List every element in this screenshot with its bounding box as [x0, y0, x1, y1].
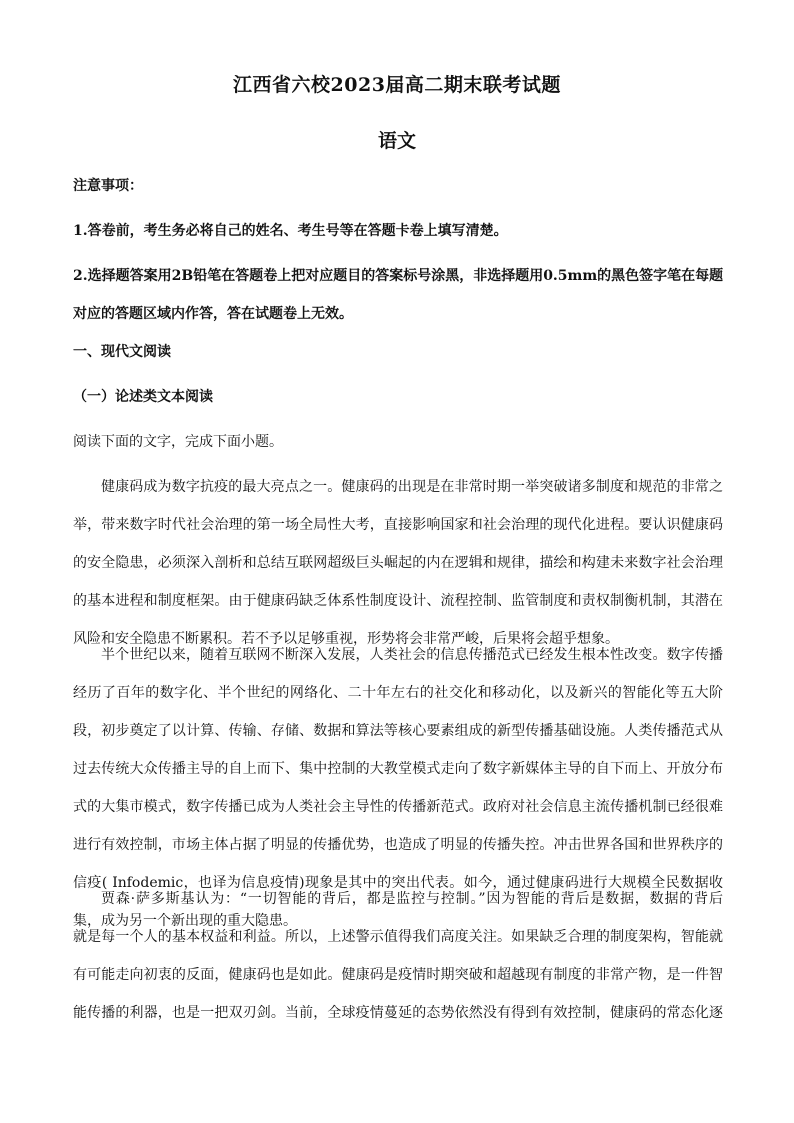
- section-subheading: [73, 378, 723, 416]
- section-heading: [73, 333, 723, 371]
- notice-item-2: [73, 257, 723, 333]
- passage-line: 的安全隐患，必须深入剖析和总结互联网超级巨头崛起的内在逻辑和规律，描绘和构建未来数字社会治理: [73, 555, 723, 571]
- passage-line: 健康码成为数字抗疫的最大亮点之一。健康码的出现是在非常时期一举突破诸多制度和规范的非常之: [101, 479, 723, 495]
- passage-line: 过去传统大众传播主导的自上而下、集中控制的大教堂模式走向了数字新媒体主导的自下而上、开放分布: [73, 761, 723, 777]
- notice-item-2-line: 对应的答题区域内作答，答在试题卷上无效。: [73, 306, 353, 322]
- passage-line: 段，初步奠定了以计算、传输、存储、数据和算法等核心要素组成的新型传播基础设施。人类传播范式从: [73, 723, 723, 739]
- section-heading-text: 一、现代文阅读: [73, 344, 171, 360]
- passage-line: 的基本进程和制度框架。由于健康码缺乏体系性制度设计、流程控制、监管制度和责权制衡机制，其潜在: [73, 593, 723, 609]
- passage-line: 信疫( Infodemic，也译为信息疫情)现象是其中的突出代表。如今，通过健康码进行大规模全民数据收: [73, 875, 723, 891]
- passage-line: 能传播的利器，也是一把双刃剑。当前，全球疫情蔓延的态势依然没有得到有效控制，健康码的常态化逐: [73, 1005, 723, 1021]
- notice-item-1-text: 1.答卷前，考生务必将自己的姓名、考生号等在答题卡卷上填写清楚。: [73, 223, 508, 239]
- passage-line: 有可能走向初衷的反面，健康码也是如此。健康码是疫情时期突破和超越现有制度的非常产物，是一件智: [73, 967, 723, 983]
- notice-item-2-line: 2.选择题答案用2B铅笔在答题卷上把对应题目的答案标号涂黑，非选择题用0.5mm的黑色签字笔在每题: [73, 268, 724, 284]
- passage-paragraph-1: [73, 468, 723, 658]
- passage-line: 式的大集市模式，数字传播已成为人类社会主导性的传播新范式。政府对社会信息主流传播机制已经很难: [73, 799, 723, 815]
- passage-line: 风险和安全隐患不断累积。若不予以足够重视，形势将会非常严峻，后果将会超乎想象。: [73, 631, 619, 647]
- exam-title: 江西省六校2023届高二期末联考试题: [233, 74, 561, 96]
- passage-line: 半个世纪以来，随着互联网不断深入发展，人类社会的信息传播范式已经发生根本性改变。数字传播: [101, 647, 723, 663]
- reading-instruction: [73, 423, 723, 461]
- passage-line: 贾森·萨多斯基认为：“一切智能的背后，都是监控与控制。”因为智能的背后是数据，数据的背后: [101, 891, 723, 907]
- notice-heading-text: 注意事项：: [73, 178, 143, 194]
- notice-heading: [73, 167, 723, 205]
- section-subheading-text: （一）论述类文本阅读: [73, 389, 213, 405]
- passage-line: 集，成为另一个新出现的重大隐患。: [73, 913, 297, 929]
- reading-instruction-text: 阅读下面的文字，完成下面小题。: [73, 434, 283, 450]
- passage-line: 经历了百年的数字化、半个世纪的网络化、二十年左右的社交化和移动化，以及新兴的智能化等五大阶: [73, 685, 723, 701]
- subject-title: 语文: [377, 130, 416, 152]
- passage-line: 进行有效控制，市场主体占据了明显的传播优势，也造成了明显的传播失控。冲击世界各国和世界秩序的: [73, 837, 723, 853]
- passage-line: 就是每一个人的基本权益和利益。所以，上述警示值得我们高度关注。如果缺乏合理的制度架构，智能就: [73, 929, 723, 945]
- passage-paragraph-3: [73, 880, 723, 1032]
- notice-item-1: [73, 212, 723, 250]
- passage-line: 举，带来数字时代社会治理的第一场全局性大考，直接影响国家和社会治理的现代化进程。要认识健康码: [73, 517, 723, 533]
